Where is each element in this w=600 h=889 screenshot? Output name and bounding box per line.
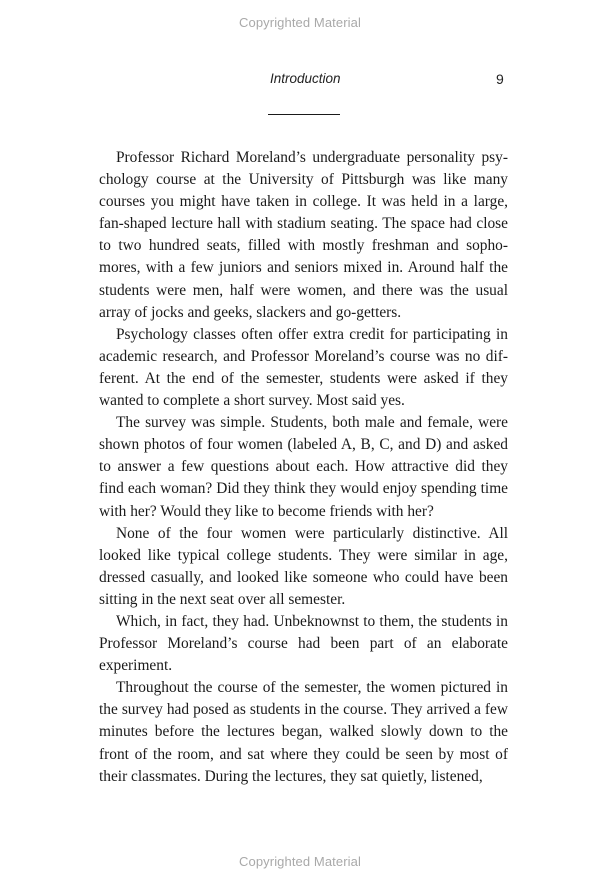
page-number: 9 [496, 71, 504, 87]
paragraph: Throughout the course of the semester, the women pictured in the survey had posed as students in the course. They arrived a few minutes before the lectures began, walked slowly down to the front of the room, and sat where they could be seen by most of their classmates. During the lectures, they sat quietly, listened, [99, 679, 508, 785]
paragraph: The survey was simple. Students, both male and female, were shown photos of four women (labeled A, B, C, and D) and asked to answer a few questions about each. How attractive did they find each woman? Did they think they would enjoy spending time with her? Would they like to become friends with her? [99, 414, 508, 520]
copyright-watermark-bottom: Copyrighted Material [239, 854, 361, 869]
paragraph: Which, in fact, they had. Unbeknownst to them, the students in Professor Moreland’s course had been part of an elaborate experiment. [99, 612, 508, 675]
running-header [0, 71, 600, 91]
paragraph: None of the four women were particularly distinctive. All looked like typical college students. They were similar in age, dressed casually, and looked like someone who could have been sitting in the next seat over all semester. [99, 524, 508, 608]
chapter-title: Introduction [270, 71, 341, 86]
paragraph: Professor Richard Moreland’s undergraduate personality psychology course at the University of Pittsburgh was like many courses you might have taken in college. It was held in a large, fan-shaped lecture hall with stadium seating. The space had close to two hundred seats, filled with mostly freshman and sophomores, with a few juniors and seniors mixed in. Around half the students were men, half were women, and there was the usual array of jocks and geeks, slackers and go-getters. [99, 149, 508, 321]
header-divider [268, 114, 340, 115]
copyright-watermark-top: Copyrighted Material [239, 15, 361, 30]
body-text [99, 147, 508, 788]
paragraph: Psychology classes often offer extra credit for participating in academic research, and Professor Moreland’s course was no different. At the end of the semester, students were asked if they wanted to complete a short survey. Most said yes. [99, 325, 508, 410]
